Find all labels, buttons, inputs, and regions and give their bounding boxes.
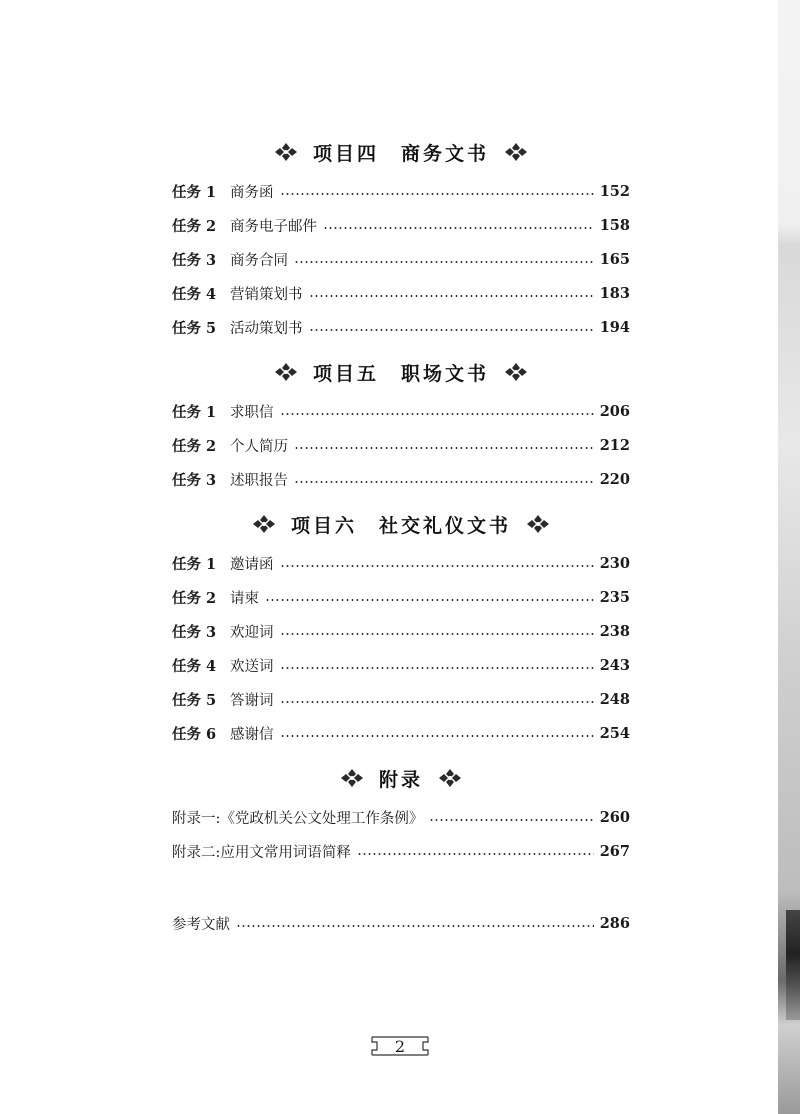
toc-entry[interactable] bbox=[172, 394, 630, 428]
page-ref: 165 bbox=[599, 250, 630, 268]
references bbox=[172, 906, 630, 940]
leader-dots bbox=[429, 819, 593, 821]
page-ref: 194 bbox=[599, 318, 630, 336]
page-ref: 235 bbox=[599, 588, 630, 606]
entry-title: 述职报告 bbox=[230, 472, 288, 489]
ornament-right-icon bbox=[525, 513, 551, 535]
leader-dots bbox=[294, 481, 594, 483]
task-number: 任务 6 bbox=[172, 725, 217, 743]
entry-title: 商务电子邮件 bbox=[230, 218, 317, 235]
ornament-left-icon bbox=[273, 141, 299, 163]
section-title: 项目五 职场文书 bbox=[312, 362, 489, 385]
ornament-left-icon bbox=[251, 513, 277, 535]
task-number: 任务 5 bbox=[172, 319, 217, 337]
task-number: 任务 4 bbox=[172, 285, 217, 303]
toc-entry[interactable] bbox=[172, 834, 630, 868]
page-ref: 230 bbox=[599, 554, 630, 572]
leader-dots bbox=[280, 735, 594, 737]
page-number bbox=[369, 1034, 431, 1058]
ornament-left-icon bbox=[273, 361, 299, 383]
entry-title: 感谢信 bbox=[230, 726, 274, 743]
leader-dots bbox=[280, 193, 594, 195]
page-ref: 158 bbox=[599, 216, 630, 234]
entry-title: 商务合同 bbox=[230, 252, 288, 269]
page-ref: 212 bbox=[599, 436, 630, 454]
page-number-text: 2 bbox=[394, 1036, 406, 1056]
entry-title: 商务函 bbox=[230, 184, 274, 201]
task-number: 任务 3 bbox=[172, 471, 217, 489]
leader-dots bbox=[280, 667, 594, 669]
leader-dots bbox=[236, 925, 594, 927]
task-number: 任务 3 bbox=[172, 251, 217, 269]
toc-entry-references[interactable] bbox=[172, 906, 630, 940]
page-ref: 238 bbox=[599, 622, 630, 640]
entry-title: 答谢词 bbox=[230, 692, 274, 709]
page-ref: 183 bbox=[599, 284, 630, 302]
leader-dots bbox=[323, 227, 594, 229]
leader-dots bbox=[309, 329, 594, 331]
toc-entry[interactable] bbox=[172, 546, 630, 580]
section-heading bbox=[172, 502, 630, 546]
leader-dots bbox=[357, 853, 594, 855]
toc-section bbox=[172, 350, 630, 496]
entry-title: 附录一:《党政机关公文处理工作条例》 bbox=[172, 810, 424, 827]
entry-title: 欢送词 bbox=[230, 658, 274, 675]
entry-title: 邀请函 bbox=[230, 556, 274, 573]
toc-entries bbox=[172, 800, 630, 868]
task-number: 任务 1 bbox=[172, 403, 217, 421]
entry-title: 参考文献 bbox=[172, 916, 230, 933]
toc-section-appendix bbox=[172, 756, 630, 868]
section-title: 项目六 社交礼仪文书 bbox=[290, 514, 511, 537]
entry-title: 求职信 bbox=[230, 404, 274, 421]
ornament-right-icon bbox=[503, 141, 529, 163]
ornament-right-icon bbox=[503, 361, 529, 383]
leader-dots bbox=[280, 413, 594, 415]
page-ref: 286 bbox=[599, 914, 630, 932]
entry-title: 欢迎词 bbox=[230, 624, 274, 641]
toc-entry[interactable] bbox=[172, 580, 630, 614]
entry-title: 活动策划书 bbox=[230, 320, 303, 337]
leader-dots bbox=[280, 701, 594, 703]
page-ref: 243 bbox=[599, 656, 630, 674]
ornament-left-icon bbox=[339, 767, 365, 789]
leader-dots bbox=[294, 447, 594, 449]
section-heading bbox=[172, 130, 630, 174]
page-ref: 220 bbox=[599, 470, 630, 488]
leader-dots bbox=[294, 261, 594, 263]
task-number: 任务 5 bbox=[172, 691, 217, 709]
entry-title: 附录二:应用文常用词语简释 bbox=[172, 844, 351, 861]
page-ref: 206 bbox=[599, 402, 630, 420]
page-ref: 254 bbox=[599, 724, 630, 742]
toc-entry[interactable] bbox=[172, 648, 630, 682]
toc-entries bbox=[172, 546, 630, 750]
toc-entry[interactable] bbox=[172, 208, 630, 242]
toc-entry[interactable] bbox=[172, 800, 630, 834]
toc-entries bbox=[172, 394, 630, 496]
ornament-right-icon bbox=[437, 767, 463, 789]
toc-section bbox=[172, 502, 630, 750]
task-number: 任务 2 bbox=[172, 437, 217, 455]
task-number: 任务 1 bbox=[172, 555, 217, 573]
task-number: 任务 1 bbox=[172, 183, 217, 201]
page-ref: 260 bbox=[599, 808, 630, 826]
toc-entry[interactable] bbox=[172, 276, 630, 310]
page-ref: 267 bbox=[599, 842, 630, 860]
toc-entry[interactable] bbox=[172, 614, 630, 648]
entry-title: 营销策划书 bbox=[230, 286, 303, 303]
entry-title: 个人简历 bbox=[230, 438, 288, 455]
section-title: 附录 bbox=[378, 768, 423, 791]
entry-title: 请柬 bbox=[230, 590, 259, 607]
task-number: 任务 2 bbox=[172, 589, 217, 607]
toc-entry[interactable] bbox=[172, 310, 630, 344]
task-number: 任务 3 bbox=[172, 623, 217, 641]
page-ref: 248 bbox=[599, 690, 630, 708]
leader-dots bbox=[280, 633, 594, 635]
toc-entry[interactable] bbox=[172, 716, 630, 750]
task-number: 任务 4 bbox=[172, 657, 217, 675]
toc-entry[interactable] bbox=[172, 428, 630, 462]
page-ref: 152 bbox=[599, 182, 630, 200]
leader-dots bbox=[280, 565, 594, 567]
section-heading bbox=[172, 756, 630, 800]
table-of-contents bbox=[172, 130, 630, 940]
toc-entry[interactable] bbox=[172, 462, 630, 496]
leader-dots bbox=[265, 599, 594, 601]
leader-dots bbox=[309, 295, 594, 297]
section-title: 项目四 商务文书 bbox=[312, 142, 489, 165]
scan-edge-shadow bbox=[786, 910, 800, 1020]
task-number: 任务 2 bbox=[172, 217, 217, 235]
section-heading bbox=[172, 350, 630, 394]
toc-entry[interactable] bbox=[172, 174, 630, 208]
toc-section bbox=[172, 130, 630, 344]
toc-entry[interactable] bbox=[172, 682, 630, 716]
toc-entries bbox=[172, 174, 630, 344]
toc-entry[interactable] bbox=[172, 242, 630, 276]
